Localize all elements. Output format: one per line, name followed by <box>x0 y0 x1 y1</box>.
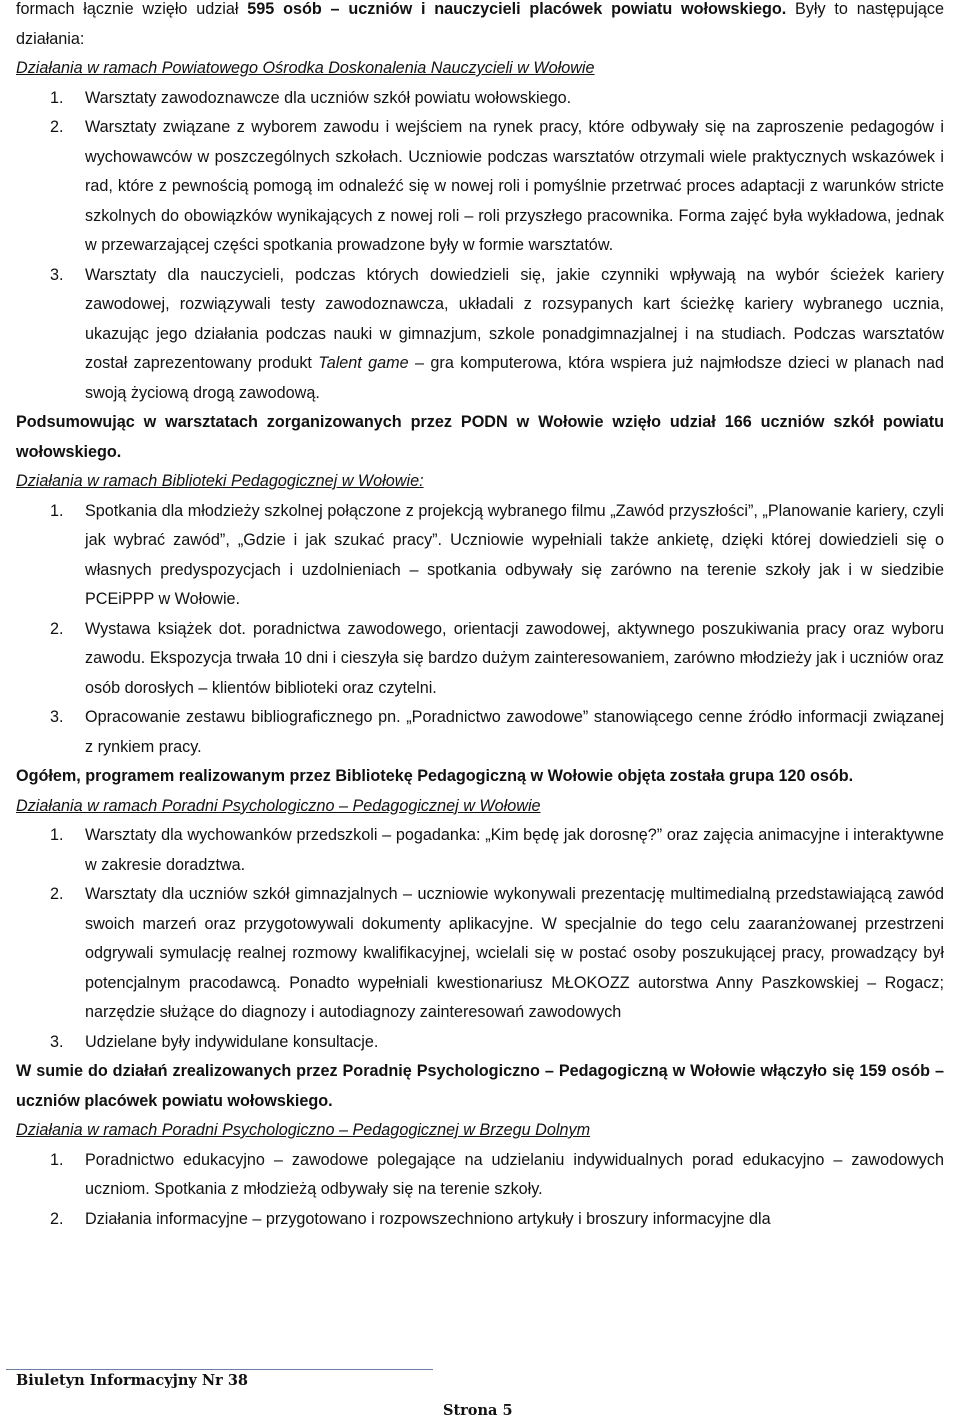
list-item <box>16 84 944 114</box>
item-text: Działania informacyjne – przygotowano i rozpowszechniono artykuły i broszury informacyjne dla <box>85 1209 771 1228</box>
item-number: 3. <box>50 265 64 284</box>
item-text-end: – gra komputerowa, która wspiera już najmłodsze dzieci w planach nad swoją życiową drogą zawodową. <box>85 354 944 402</box>
item-number: 1. <box>50 501 64 520</box>
item-text: Warsztaty zawodoznawcze dla uczniów szkół powiatu wołowskiego. <box>85 88 572 107</box>
item-number: 2. <box>50 1209 64 1228</box>
item-number: 2. <box>50 885 64 903</box>
item-text: Warsztaty dla wychowanków przedszkoli – pogadanka: „Kim będę jak dorosnę?” oraz zajęcia animacyjne i interaktywne w zakresie doradztwa. <box>85 826 944 874</box>
item-text: Warsztaty dla nauczycieli, podczas których dowiedzieli się, jakie czynniki wpływają na wybór ścieżek kariery zawodowej, rozwiązywali testy zawodoznawcza, układali z rozsypanych kart ścieżkę kariery wybranego ucznia, ukazując jego działania podczas nauki w gimnazjum, szkole ponadgimnazjalnej i na studiach. Podczas warsztatów został zaprezentowany produkt <box>85 265 944 372</box>
item-number: 2. <box>50 619 64 638</box>
list-podn <box>16 84 944 409</box>
list-item <box>16 1205 944 1235</box>
list-item <box>16 880 944 1028</box>
intro-text-end: Były to następujące działania: <box>16 0 944 48</box>
section-heading-library: Działania w ramach Biblioteki Pedagogicznej w Wołowie: <box>16 472 424 490</box>
footer-bulletin: Biuletyn Informacyjny Nr 38 <box>16 1372 248 1389</box>
list-ppp-brzeg <box>16 1146 944 1235</box>
section-heading-ppp-brzeg: Działania w ramach Poradni Psychologiczno – Pedagogicznej w Brzegu Dolnym <box>16 1121 591 1139</box>
intro-text: formach łącznie wzięło udział <box>16 0 248 18</box>
list-item <box>16 1146 944 1205</box>
intro-bold-text: 595 osób – uczniów i nauczycieli placówek powiatu wołowskiego. <box>247 0 787 18</box>
list-ppp-wolow <box>16 821 944 1057</box>
list-item <box>16 113 944 261</box>
list-library <box>16 497 944 763</box>
intro-paragraph <box>16 0 944 54</box>
item-text: Warsztaty związane z wyborem zawodu i wejściem na rynek pracy, które odbywały się na zaproszenie pedagogów i wychowawców w poszczególnych szkołach. Uczniowie podczas warsztatów otrzymali wiele praktycznych wskazówek i rad, które z pewnością pomogą im odnaleźć się w nowej roli i pomyślnie przetrwać proces adaptacji z warunków stricte szkolnych do obowiązków wynikających z nowej roli – roli przyszłego pracownika. Forma zajęć była wykładowa, jednak w przewarzającej części spotkania prowadzone były w formie warsztatów. <box>85 118 944 254</box>
list-item <box>16 261 944 409</box>
item-text: Udzielane były indywidulane konsultacje. <box>85 1032 379 1051</box>
item-number: 1. <box>50 1150 64 1169</box>
item-text: Poradnictwo edukacyjno – zawodowe polegające na udzielaniu indywidualnych porad edukacyjno – zawodowych uczniom. Spotkania z młodzieżą odbywały się na terenie szkoły. <box>85 1150 944 1198</box>
list-item <box>16 497 944 615</box>
footer-page-number: Strona 5 <box>443 1402 513 1419</box>
item-text: Warsztaty dla uczniów szkół gimnazjalnych – uczniowie wykonywali prezentację multimedialną przedstawiającą zawód swoich marzeń oraz przygotowywali dokumenty aplikacyjne. W specjalnie do tego celu zaaranżowanej przestrzeni odgrywali symulację realnej rozmowy kwalifikacyjnej, wcielali się w postać osoby poszukującej pracy, prowadzący był potencjalnym pracodawcą. Ponadto wypełniali kwestionariusz MŁOKOZZ autorstwa Anny Paszkowskiej – Rogacz; narzędzie służące do diagnozy i autodiagnozy zainteresowań zawodowych <box>85 885 944 1021</box>
list-item <box>16 703 944 762</box>
list-item <box>16 1028 944 1058</box>
item-number: 3. <box>50 708 64 726</box>
section-summary-podn: Podsumowując w warsztatach zorganizowanych przez PODN w Wołowie wzięło udział 166 uczniów szkół powiatu wołowskiego. <box>16 413 944 461</box>
item-number: 3. <box>50 1032 64 1051</box>
section-summary-ppp-wolow: W sumie do działań zrealizowanych przez Poradnię Psychologiczno – Pedagogiczną w Wołowie włączyło się 159 osób – uczniów placówek powiatu wołowskiego. <box>16 1062 944 1110</box>
item-text: Wystawa książek dot. poradnictwa zawodowego, orientacji zawodowej, aktywnego poszukiwania pracy oraz wyboru zawodu. Ekspozycja trwała 10 dni i cieszyła się bardzo dużym zainteresowaniem, zarówno młodzieży jak i uczniów oraz osób dorosłych – klientów biblioteki oraz czytelni. <box>85 619 944 697</box>
item-number: 1. <box>50 826 64 844</box>
document-page <box>16 0 944 1234</box>
item-text: Spotkania dla młodzieży szkolnej połączone z projekcją wybranego filmu „Zawód przyszłości”, „Planowanie kariery, czyli jak wybrać zawód”, „Gdzie i jak szukać pracy”. Uczniowie wypełniali także ankietę, dzięki której dowiedzieli się o własnych predyspozycjach i uzdolnieniach – spotkania odbywały się zarówno na terenie szkoły jak i w siedzibie PCEiPPP w Wołowie. <box>85 501 944 608</box>
list-item <box>16 615 944 704</box>
list-item <box>16 821 944 880</box>
section-summary-library: Ogółem, programem realizowanym przez Bibliotekę Pedagogiczną w Wołowie objęta została grupa 120 osób. <box>16 767 854 785</box>
item-number: 1. <box>50 88 64 107</box>
section-heading-podn: Działania w ramach Powiatowego Ośrodka Doskonalenia Nauczycieli w Wołowie <box>16 59 595 77</box>
item-text: Opracowanie zestawu bibliograficznego pn. „Poradnictwo zawodowe” stanowiącego cenne źródło informacji związanej z rynkiem pracy. <box>85 708 944 756</box>
item-number: 2. <box>50 118 64 136</box>
section-heading-ppp-wolow: Działania w ramach Poradni Psychologiczno – Pedagogicznej w Wołowie <box>16 796 541 815</box>
product-name: Talent game <box>318 354 409 372</box>
footer-divider <box>6 1369 433 1370</box>
